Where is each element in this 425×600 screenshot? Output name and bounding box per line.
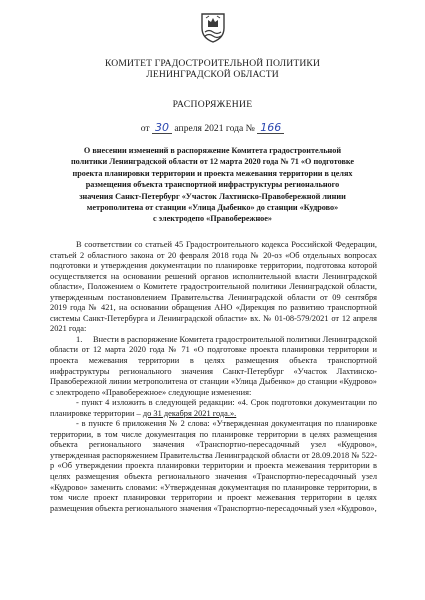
organization-name <box>0 58 425 80</box>
title-line-4: размещения объекта транспортной инфраструктуры регионального <box>85 180 340 190</box>
deadline-text: до 31 декабря 2021 года.». <box>142 408 237 418</box>
title-line-3: проекта планировки территории и проекта межевания территории в целях <box>72 168 353 178</box>
title-line-1: О внесении изменений в распоряжение Комитета градостроительной <box>83 146 342 155</box>
date-day: 30 <box>152 123 172 134</box>
item-4-change-text: - пункт 4 изложить в следующей редакции: «4. Срок подготовки документации по планировке территории – <box>50 398 377 418</box>
org-line-2: ЛЕНИНГРАДСКОЙ ОБЛАСТИ <box>146 69 279 80</box>
item-1-paragraph: 1. Внести в распоряжение Комитета градостроительной политики Ленинградской области от 12 марта 2020 года № 71 «О подготовке проекта планировки территории и проекта межевания территории в целях размещения объекта транспортной инфраструктуры регионального значения Санкт-Петербург «Участок Лахтинско-Правобережной линии метрополитена от станции «Улица Дыбенко» до станции «Кудрово» с электродепо «Правобережное» следующие изменения: <box>50 334 377 397</box>
document-body <box>50 240 377 514</box>
preamble-paragraph: В соответствии со статьей 45 Градостроительного кодекса Российской Федерации, статьей 2 областного закона от 20 февраля 2018 года № 20-оз «Об отдельных вопросах подготовки и утверждения документации по планировке территории, подготовка которой осуществляется на основании решений органов исполнительной власти Ленинградской области», Положением о Комитете градостроительной политики Ленинградской области, утвержденным постановлением Правительства Ленинградской области от 09 сентября 2019 года № 421, на основании обращения АНО «Дирекция по развитию транспортной системы Санкт-Петербурга и Ленинградской области» вх. № 01-08-579/2021 от 12 апреля 2021 года: <box>50 240 377 334</box>
date-text: апреля 2021 года № <box>174 123 255 134</box>
coat-of-arms-icon <box>196 10 230 44</box>
title-line-5: значения Санкт-Петербург «Участок Лахтинско-Правобережной линии <box>79 191 346 201</box>
date-line <box>0 123 425 134</box>
title-line-2: политики Ленинградской области от 12 марта 2020 года № 71 «О подготовке <box>70 157 355 167</box>
document-number: 166 <box>257 123 284 134</box>
org-line-1: КОМИТЕТ ГРАДОСТРОИТЕЛЬНОЙ ПОЛИТИКИ <box>104 58 321 69</box>
item-4-change-paragraph <box>50 398 377 419</box>
title-line-6: метрополитена от станции «Улица Дыбенко» до станции «Кудрово» <box>86 203 339 213</box>
date-prefix: от <box>140 123 150 134</box>
item-6-change-paragraph: - в пункте 6 приложения № 2 слова: «Утвержденная документация по планировке территории, в том числе документация по планировке территории в целях размещения объекта регионального значения «Транспортно-пересадочный узел «Кудрово», утвержденная распоряжением Правительства Ленинградской области от 28.09.2018 № 522-р «Об утверждении проекта планировки территории и проекта межевания территории в целях размещения объекта регионального значения «Транспортно-пересадочный узел «Кудрово» заменить словами: «Утвержденная документация по планировке территории, в том числе проект планировки территории и проект межевания территории в целях размещения объекта регионального значения «Транспортно-пересадочный узел «Кудрово», <box>50 419 377 513</box>
document-type: РАСПОРЯЖЕНИЕ <box>172 99 253 110</box>
title-line-7: с электродепо «Правобережное» <box>152 214 273 224</box>
document-title <box>50 145 375 225</box>
